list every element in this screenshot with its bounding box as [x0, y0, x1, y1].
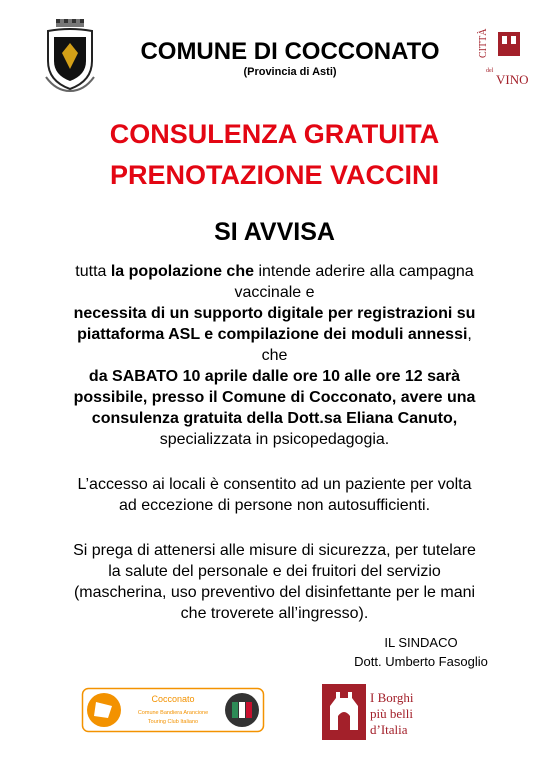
logo-borghi-line2: più belli [370, 706, 413, 721]
signature-block [341, 633, 501, 671]
p1-text: tutta [75, 263, 111, 280]
logo-borghi-line1: I Borghi [370, 690, 414, 705]
p3-line: Si prega di attenersi alle misure di sicurezza, per tutelare [73, 542, 476, 559]
signature-name: Dott. Umberto Fasoglio [354, 654, 488, 669]
p3-line: che troverete all’ingresso). [180, 605, 369, 622]
paragraph-access [30, 474, 519, 516]
citta-del-vino-logo [480, 28, 528, 90]
logo-cocconato-line2: Touring Club Italiano [147, 719, 199, 725]
bandiera-arancione-logo [82, 688, 264, 732]
paragraph-main [30, 261, 519, 450]
headline-line-2: PRENOTAZIONE VACCINI [109, 160, 439, 190]
coat-of-arms-icon [42, 17, 98, 95]
p3-line: (mascherina, uso preventivo del disinfettante per le mani [73, 584, 476, 601]
p3-line: la salute del personale e dei fruitori del servizio [108, 563, 441, 580]
p1-line: specializzata in psicopedagogia. [159, 431, 390, 448]
p2-line: ad eccezione di persone non autosufficienti. [118, 497, 431, 514]
notice-heading: SI AVVISA [214, 218, 335, 246]
p2-line: L’accesso ai locali è consentito ad un paziente per volta [77, 476, 472, 493]
municipality-title: COMUNE DI COCCONATO [140, 38, 440, 65]
headline-line-1: CONSULENZA GRATUITA [109, 119, 440, 149]
p1-line: che [261, 347, 288, 364]
logo-borghi-line3: d’Italia [370, 722, 408, 737]
borghi-piu-belli-logo [322, 684, 446, 740]
p1-bold: la popolazione che [110, 263, 254, 280]
citta-logo-del: del [486, 68, 494, 74]
p1-text: , [467, 326, 472, 343]
paragraph-safety [30, 540, 519, 624]
logo-cocconato-name: Cocconato [151, 694, 195, 704]
logo-cocconato-line1: Comune Bandiera Arancione [137, 710, 209, 716]
citta-logo-vino: VINO [496, 72, 529, 87]
p1-bold: necessita di un supporto digitale per registrazioni su [73, 305, 476, 322]
province-subtitle: (Provincia di Asti) [243, 66, 337, 78]
p1-bold: consulenza gratuita della Dott.sa Eliana Canuto, [91, 410, 458, 427]
citta-logo-text: CITTÀ [478, 28, 489, 58]
p1-bold: piattaforma ASL e compilazione dei moduli annessi [77, 326, 468, 343]
p1-line: vaccinale e [234, 284, 315, 301]
p1-text: intende aderire alla campagna [254, 263, 474, 280]
p1-bold: possibile, presso il Comune di Cocconato, avere una [73, 389, 476, 406]
p1-bold: da SABATO 10 aprile dalle ore 10 alle ore 12 sarà [88, 368, 461, 385]
signature-role: IL SINDACO [384, 635, 458, 650]
